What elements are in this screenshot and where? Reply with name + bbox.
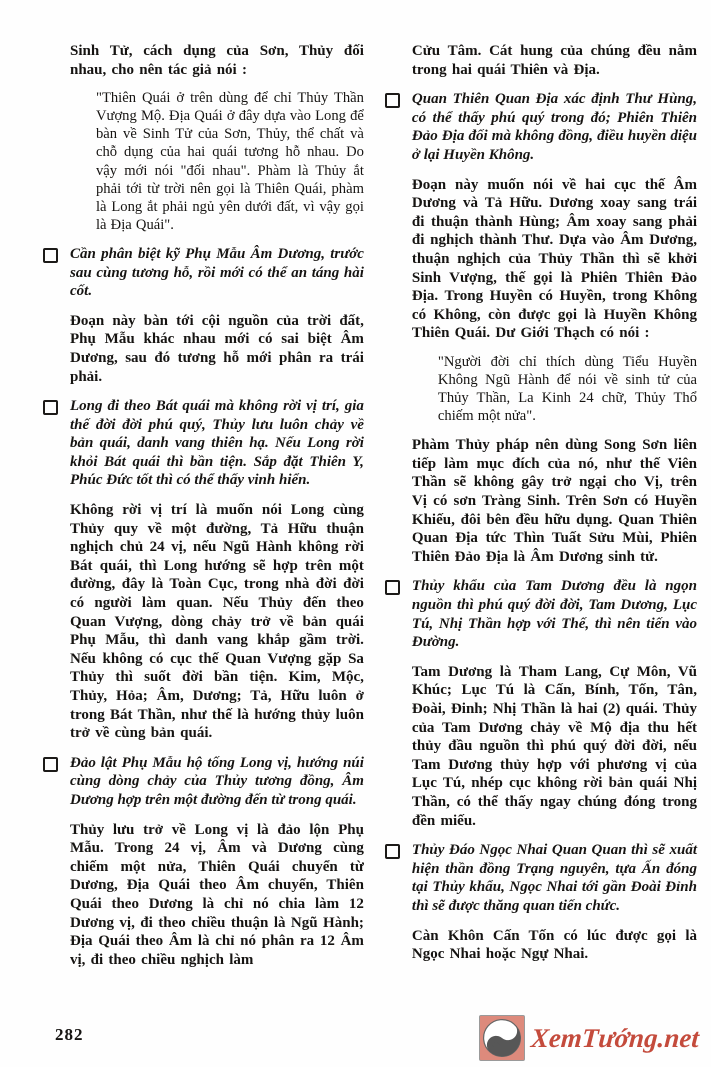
yin-yang-icon xyxy=(479,1015,525,1061)
bullet-text: Đảo lật Phụ Mẫu hộ tống Long vị, hướng núi cùng dòng chảy của Thủy tương đồng, Âm Dương hợp trên một đường đến từ trong quái. xyxy=(70,754,364,808)
paragraph: Thủy lưu trở về Long vị là đảo lộn Phụ Mẫu. Trong 24 vị, Âm và Dương cùng chiếm một nửa, Thiên Quái chuyển từ Dương, Địa Quái theo Âm chuyển, Thiên Quái theo Dương là chỉ nó chia làm 12 Dương vị, đi theo chiều thuận là Ngũ Hành; Địa Quái theo Âm là chỉ nó phân ra 12 Âm vị, đi theo chiều nghịch làm xyxy=(70,821,364,968)
quote-block: "Thiên Quái ở trên dùng để chỉ Thủy Thần Vượng Mộ. Địa Quái ở đây dựa vào Long để bàn về Sinh Tử của Sơn, Thủy, thể chất và chỗ dụng của hai quái tương hỗ nhau. Do vậy mới nói "đối nhau". Phàm là Thủy ắt phải tới từ trời nên gọi là Thiên Quái, phàm là Long ắt phải ngủ yên dưới đất, vì vậy gọi là Địa Quái". xyxy=(96,90,364,233)
paragraph: Đoạn này bàn tới cội nguồn của trời đất, Phụ Mẫu khác nhau mới có sai biệt Âm Dương, sau đó tương hỗ mới phân ra trái phải. xyxy=(70,312,364,385)
list-item xyxy=(70,397,364,490)
paragraph: Không rời vị trí là muốn nói Long cùng Thủy quy về một đường, Tả Hữu thuận nghịch chủ 24 vị, nếu Ngũ Hành không rời Bát quái, thì Long hướng sẽ hợp trên một đường, đây là Toàn Cục, trong nhà đời đời có người làm quan. Nếu Thủy đến theo Quan Vượng, dòng chảy trở về bản quái Phụ Mẫu, thì danh vang khắp gầm trời. Nếu không có cục thế Quan Vượng gặp Sa Thủy thì suốt đời bần tiện. Kim, Mộc, Thủy, Hỏa; Âm, Dương; Tả, Hữu luôn ở trong Bát Thần, như thế là hướng thủy luôn trở về cùng bản quái. xyxy=(70,502,364,742)
page-footer xyxy=(0,1005,711,1067)
paragraph: Sinh Tử, cách dụng của Sơn, Thủy đối nhau, cho nên tác giả nói : xyxy=(70,43,364,78)
list-item xyxy=(412,90,697,164)
bullet-square-icon xyxy=(43,757,58,772)
logo-text: XemTướng.net xyxy=(530,1022,701,1053)
bullet-text: Long đi theo Bát quái mà không rời vị trí, gia thế đời đời phú quý, Thủy lưu luôn chảy về bản quái, danh vang thiên hạ. Nếu Long rời khỏi Bát quái thì bần tiện. Sắp đặt Thiên Y, Phúc Đức tốt thì có thể thấy vinh hiển. xyxy=(70,398,364,489)
left-column xyxy=(40,42,364,977)
paragraph: Phàm Thủy pháp nên dùng Song Sơn liên tiếp làm mục đích của nó, như thế Viên Thần sẽ không gây trở ngại cho Vị, trên Vị có sơn Tràng Sinh. Trên Sơn có Huyền Khiếu, đôi bên đều hữu dụng. Quan Thiên Quan Địa tức Thìn Tuất Sửu Mùi, Phiên Thiên Đảo Địa là Âm Dương sinh tử. xyxy=(411,437,697,565)
quote-block: "Người đời chỉ thích dùng Tiểu Huyền Không Ngũ Hành để nói về sinh tử của Thủy Thần, La Kinh 24 chữ, Thủy Thổ chiếm một nửa". xyxy=(437,353,697,425)
bullet-text: Thủy Đáo Ngọc Nhai Quan Quan thì sẽ xuất hiện thần đồng Trạng nguyên, tựa Ấn đóng tại Thủy khẩu, Ngọc Nhai tới gần Đoài Đỉnh thì sẽ được thăng quan tiến chức. xyxy=(411,842,697,914)
bullet-square-icon xyxy=(43,248,58,263)
bullet-text: Thủy khẩu của Tam Dương đều là ngọn nguồn thì phú quý đời đời, Tam Dương, Lục Tú, Nhị Thần hợp với Thế, thì nên tiến vào Đường. xyxy=(411,578,697,651)
bullet-square-icon xyxy=(43,400,58,415)
list-item xyxy=(70,754,364,810)
bullet-text: Cần phân biệt kỹ Phụ Mẫu Âm Dương, trước sau cùng tương hỗ, rồi mới có thể an táng hài cốt. xyxy=(70,245,364,300)
list-item xyxy=(412,841,697,915)
bullet-square-icon xyxy=(385,580,400,595)
paragraph: Tam Dương là Tham Lang, Cự Môn, Vũ Khúc; Lục Tú là Cấn, Bính, Tốn, Tân, Đoài, Đinh; Nhị Thần là hai (2) quái. Thủy của Tam Dương chảy về Mộ địa thu hết thủy đầu nguồn thì phú quý đời đời, nếu Tam Dương thủy hợp với phương vị của Lục Tú, nhép cục không rời bản quái Nhị Thần, có thể thấy ngay chúng đóng trong đền miếu. xyxy=(411,663,697,829)
bullet-text: Quan Thiên Quan Địa xác định Thư Hùng, có thể thấy phú quý trong đó; Phiên Thiên Đảo Địa đối mà không đồng, điều huyền diệu ở lại Huyền Không. xyxy=(411,91,697,163)
paragraph: Cửu Tâm. Cát hung của chúng đều nằm trong hai quái Thiên và Địa. xyxy=(411,43,697,78)
list-item xyxy=(70,245,364,301)
paragraph: Đoạn này muốn nói về hai cục thế Âm Dương và Tả Hữu. Dương xoay sang trái đi thuận thành Hùng; Âm xoay sang phải đi nghịch thành Thư. Dựa vào Âm Dương, thuận nghịch của Thủy Thần thì sẽ khởi Sinh Vượng, thế gọi là Phiên Thiên Đảo Địa. Trong Huyền có Huyền, trong Không có Không, còn được gọi là Huyền Không Thiên Quái. Dư Giới Thạch có nói : xyxy=(411,176,697,342)
bullet-square-icon xyxy=(385,844,400,859)
right-column xyxy=(382,42,697,977)
page-number: 282 xyxy=(55,1025,84,1044)
left-column-content xyxy=(40,42,364,969)
right-column-content xyxy=(382,42,697,964)
paragraph: Càn Khôn Cấn Tốn có lúc được gọi là Ngọc Nhai hoặc Ngự Nhai. xyxy=(411,927,697,963)
list-item xyxy=(412,577,697,651)
site-logo xyxy=(479,1015,699,1061)
bullet-square-icon xyxy=(385,93,400,108)
